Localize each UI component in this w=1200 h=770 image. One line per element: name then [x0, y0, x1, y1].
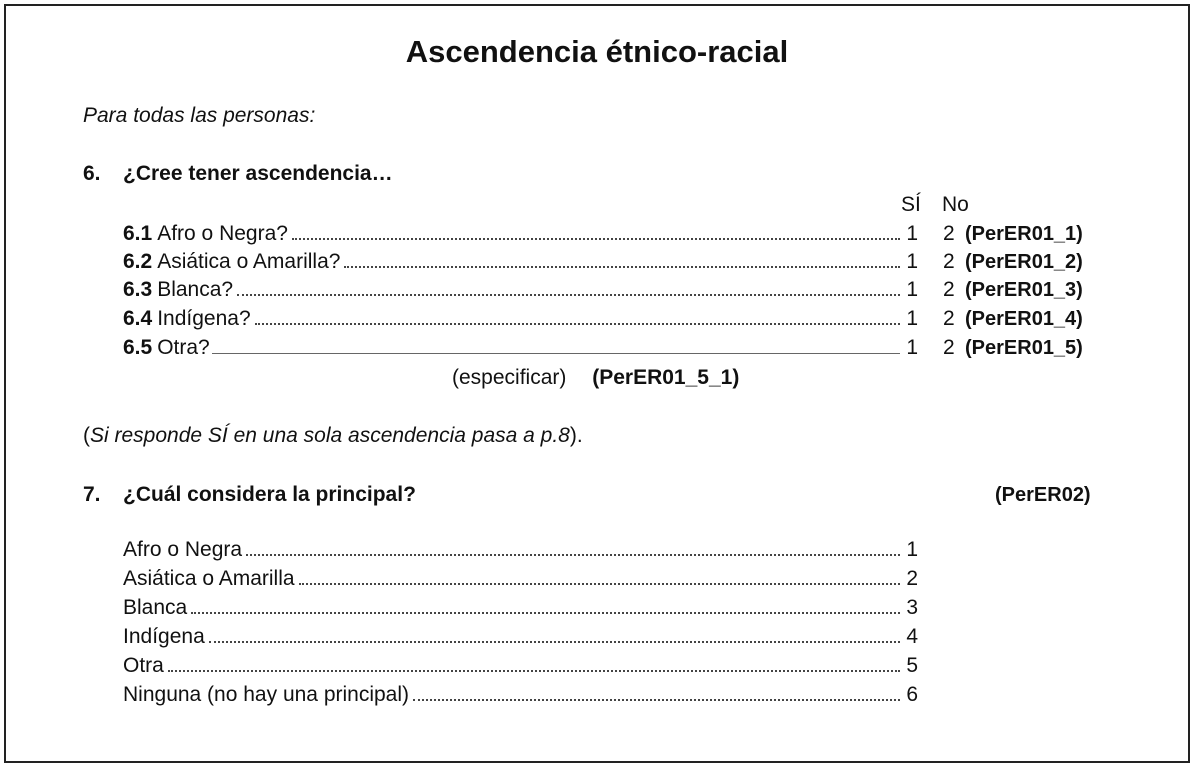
q6-item-label: Asiática o Amarilla?: [157, 250, 341, 273]
q7-option-code: 6: [906, 683, 918, 706]
q6-item-label: Blanca?: [157, 278, 234, 301]
leader-dots: [168, 670, 900, 672]
q6-col-no: No: [942, 193, 969, 216]
q7-option-label: Asiática o Amarilla: [123, 567, 295, 590]
note-close: ).: [569, 424, 583, 447]
q6-item-label: Otra?: [157, 336, 210, 359]
q7-number: 7.: [83, 483, 101, 506]
q7-option-5: [123, 654, 918, 680]
leader-dots: [191, 612, 900, 614]
q7-option-3: [123, 596, 918, 622]
q7-option-1: [123, 538, 918, 564]
q7-option-code: 1: [906, 538, 918, 561]
q6-no-code: 2: [943, 336, 955, 359]
q6-item-num: 6.3: [123, 278, 153, 301]
page-title: Ascendencia étnico-racial: [405, 34, 789, 69]
q7-option-label: Otra: [123, 654, 164, 677]
intro-text: Para todas las personas:: [83, 104, 316, 127]
q7-option-4: [123, 625, 918, 651]
q6-yes-code: 1: [906, 307, 918, 330]
q6-text: ¿Cree tener ascendencia…: [123, 162, 393, 185]
q6-item-5: [123, 336, 918, 362]
q6-item-label: Afro o Negra?: [157, 222, 288, 245]
q6-var: (PerER01_1): [965, 223, 1083, 245]
q6-item-label: Indígena?: [157, 307, 251, 330]
q6-yes-code: 1: [906, 336, 918, 359]
q6-yes-code: 1: [906, 222, 918, 245]
q7-option-code: 4: [906, 625, 918, 648]
leader-dots: [413, 699, 900, 701]
q6-no-code: 2: [943, 222, 955, 245]
q6-item-num: 6.2: [123, 250, 153, 273]
q7-option-label: Ninguna (no hay una principal): [123, 683, 410, 706]
q7-var: (PerER02): [995, 484, 1091, 506]
q7-option-label: Indígena: [123, 625, 205, 648]
leader-dots: [237, 294, 900, 296]
leader-dots: [255, 323, 900, 325]
specify-row: [452, 366, 739, 390]
leader-dots: [344, 266, 900, 268]
q6-var: (PerER01_2): [965, 251, 1083, 273]
leader-dots: [292, 238, 900, 240]
q6-no-code: 2: [943, 250, 955, 273]
q7-option-code: 5: [906, 654, 918, 677]
q6-yes-code: 1: [906, 278, 918, 301]
q6-item-3: [123, 278, 918, 304]
q6-item-num: 6.4: [123, 307, 153, 330]
q7-option-6: [123, 683, 918, 709]
leader-dots: [209, 641, 900, 643]
q7-option-label: Afro o Negra: [123, 538, 243, 561]
q6-var: (PerER01_5): [965, 337, 1083, 359]
q7-option-label: Blanca: [123, 596, 188, 619]
note-text: Si responde SÍ en una sola ascendencia pasa a p.8: [90, 424, 570, 447]
q6-item-num: 6.1: [123, 222, 153, 245]
specify-var: (PerER01_5_1): [592, 366, 740, 389]
leader-dots: [299, 583, 900, 585]
q6-item-4: [123, 307, 918, 333]
q7-option-code: 2: [906, 567, 918, 590]
q6-yes-code: 1: [906, 250, 918, 273]
q6-item-1: [123, 222, 918, 248]
q7-option-2: [123, 567, 918, 593]
q6-number: 6.: [83, 162, 101, 185]
specify-label: (especificar): [452, 366, 567, 389]
q6-var: (PerER01_4): [965, 308, 1083, 330]
q6-col-yes: SÍ: [901, 193, 921, 216]
specify-line: [212, 353, 900, 354]
q6-item-num: 6.5: [123, 336, 153, 359]
skip-note: [83, 424, 583, 448]
note-open: (: [83, 424, 90, 447]
q6-item-2: [123, 250, 918, 276]
q7-text: ¿Cuál considera la principal?: [123, 483, 416, 506]
q6-no-code: 2: [943, 278, 955, 301]
q7-option-code: 3: [906, 596, 918, 619]
leader-dots: [246, 554, 900, 556]
q6-no-code: 2: [943, 307, 955, 330]
q6-var: (PerER01_3): [965, 279, 1083, 301]
